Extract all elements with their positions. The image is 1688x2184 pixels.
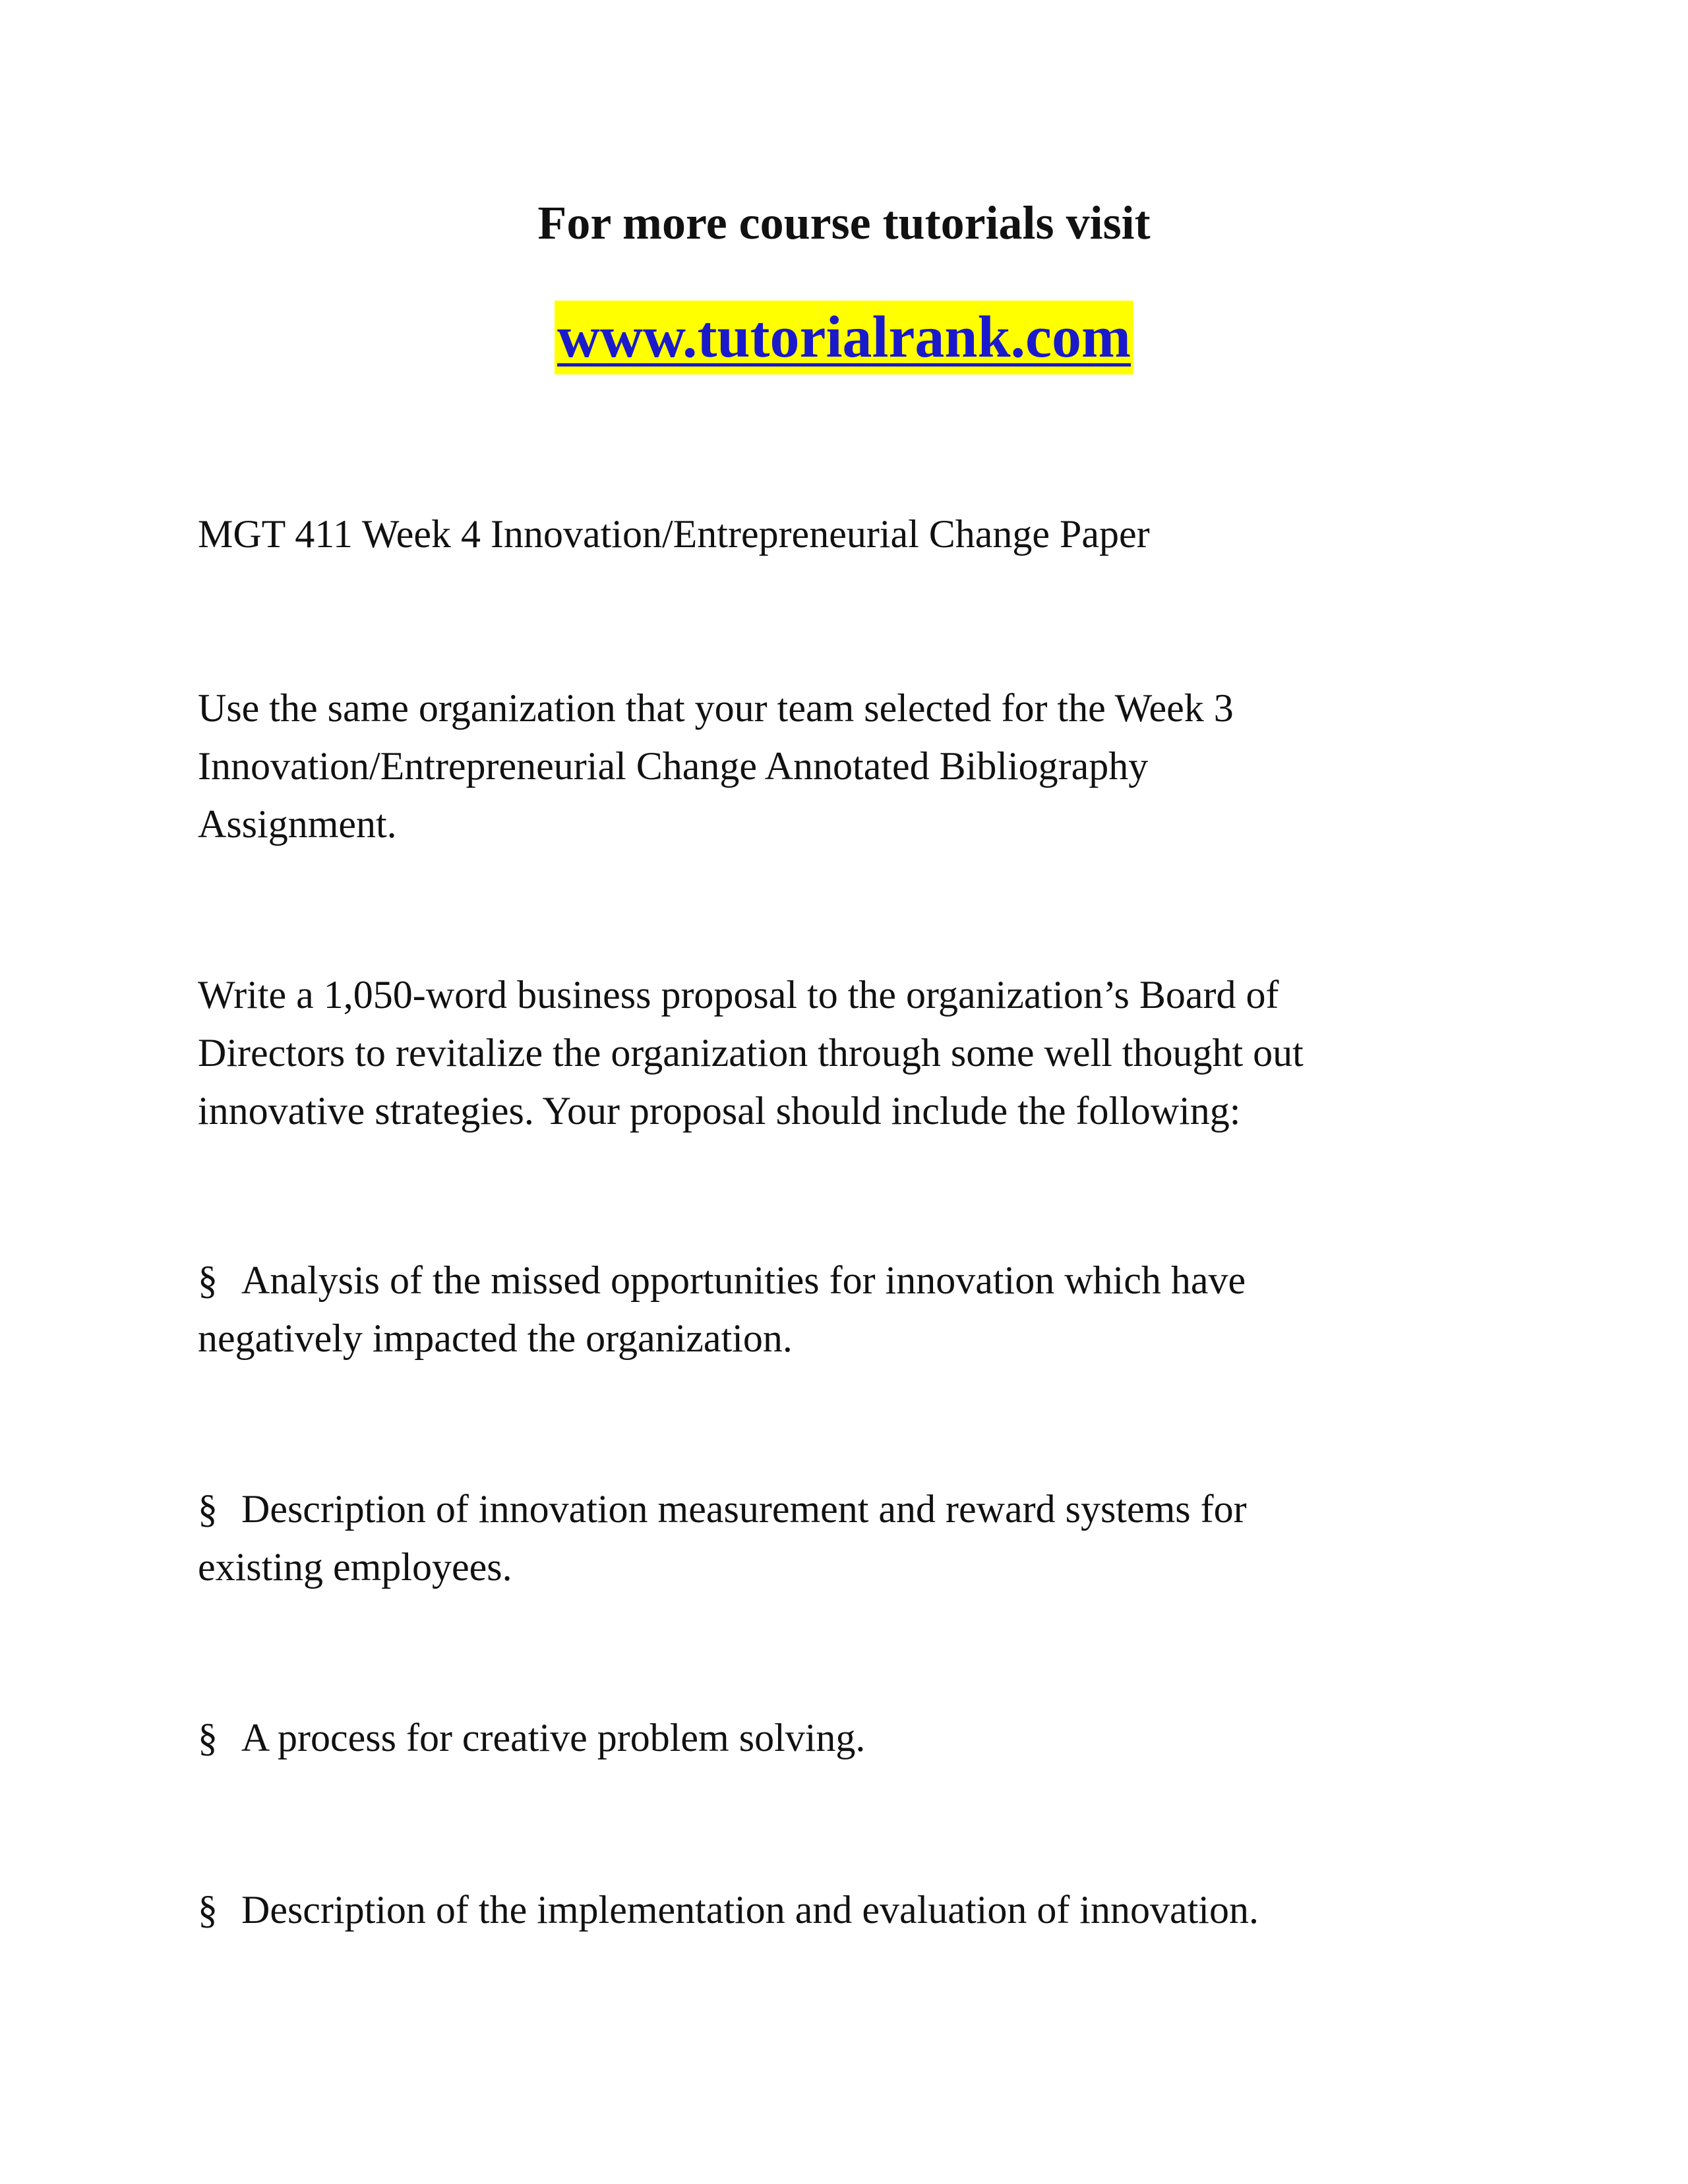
section-bullet-icon: § xyxy=(198,1716,218,1759)
course-title: MGT 411 Week 4 Innovation/Entrepreneurial Change Paper xyxy=(198,512,1150,556)
bullet-line: Description of innovation measurement and reward systems for xyxy=(241,1487,1247,1531)
bullet-line: negatively impacted the organization. xyxy=(198,1316,793,1360)
section-bullet-icon: § xyxy=(198,1258,218,1302)
bullet-line: A process for creative problem solving. xyxy=(241,1716,866,1759)
section-bullet-icon: § xyxy=(198,1487,218,1531)
paragraph-line: Use the same organization that your team selected for the Week 3 xyxy=(198,686,1234,730)
header-link-wrap xyxy=(0,301,1688,374)
header-line: For more course tutorials visit xyxy=(537,196,1151,249)
bullet-item-missed-opportunities xyxy=(198,1251,1503,1367)
section-bullet-icon: § xyxy=(198,1888,218,1932)
bullet-item-implementation-evaluation xyxy=(198,1881,1503,1939)
tutorial-site-link[interactable]: www.tutorialrank.com xyxy=(555,301,1133,374)
bullet-line: existing employees. xyxy=(198,1545,512,1589)
paragraph-line: Write a 1,050-word business proposal to the organization’s Board of xyxy=(198,973,1279,1017)
paragraph-line: Innovation/Entrepreneurial Change Annotated Bibliography xyxy=(198,744,1149,788)
paragraph-line: innovative strategies. Your proposal should include the following: xyxy=(198,1089,1241,1133)
bullet-line: Analysis of the missed opportunities for innovation which have xyxy=(241,1258,1246,1302)
bullet-item-creative-problem-solving xyxy=(198,1709,1503,1767)
paragraph-instructions-organization xyxy=(198,679,1503,853)
bullet-item-measurement-reward xyxy=(198,1480,1503,1596)
paragraph-instructions-proposal xyxy=(198,966,1503,1140)
paragraph-line: Directors to revitalize the organization through some well thought out xyxy=(198,1031,1304,1075)
bullet-line: Description of the implementation and evaluation of innovation. xyxy=(241,1888,1259,1932)
paragraph-line: Assignment. xyxy=(198,802,397,846)
